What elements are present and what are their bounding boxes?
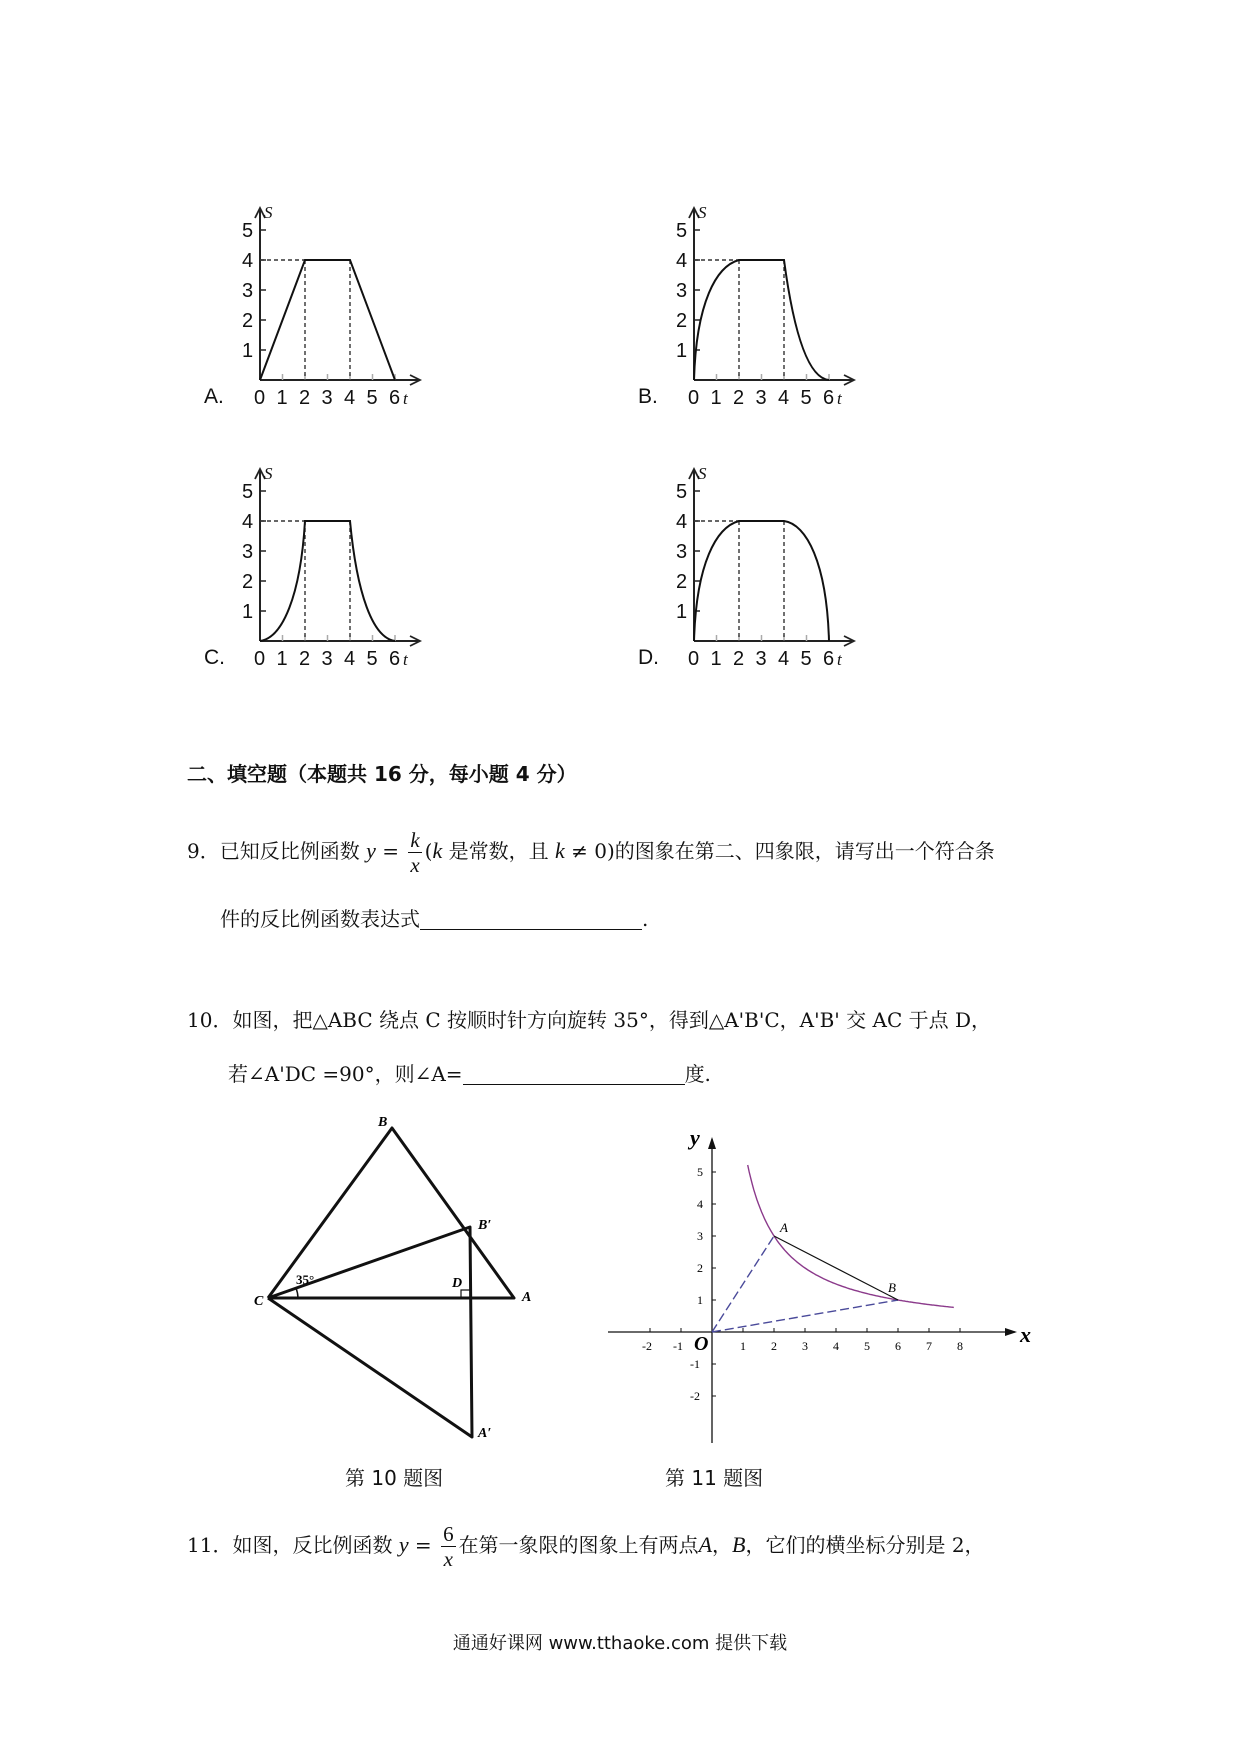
x-tick-label: 7	[926, 1339, 932, 1353]
figure-10-caption: 第 10 题图	[345, 1466, 444, 1490]
option-a-label: A.	[204, 385, 224, 408]
x-tick-label: 4	[778, 648, 790, 670]
x-tick-label: 4	[833, 1339, 839, 1353]
graph-curve	[260, 521, 395, 641]
x-tick-label: 2	[733, 387, 745, 409]
x-tick-label: 6	[823, 387, 835, 409]
option-c-label: C.	[204, 646, 225, 669]
q11-fraction	[441, 1522, 456, 1571]
x-tick-label: 2	[733, 648, 745, 670]
y-tick-label: 2	[242, 571, 254, 593]
label-d: D	[452, 1276, 463, 1291]
x-tick-label: 5	[366, 387, 378, 409]
y-axis-label: y	[690, 1125, 700, 1150]
q10-line2-b: 度.	[684, 1062, 711, 1086]
x-axis-label: t	[403, 389, 408, 408]
q9-neq: ≠ 0	[564, 839, 607, 864]
y-tick-label: 3	[242, 280, 254, 302]
x-tick-label: 5	[800, 648, 812, 670]
y-tick-label: -1	[690, 1357, 700, 1371]
question-9-line2	[220, 907, 648, 931]
x-tick-label: 3	[755, 648, 767, 670]
q9-number: 9．	[187, 839, 220, 864]
q11-sep: ，	[712, 1533, 733, 1558]
x-tick-label: 6	[389, 648, 401, 670]
q9-text-c: )的图象在第二、四象限，请写出一个符合条	[606, 839, 995, 864]
y-tick-label: 4	[242, 250, 254, 272]
label-c: C	[254, 1294, 264, 1309]
x-tick-label: 5	[366, 648, 378, 670]
figure-11-caption: 第 11 题图	[665, 1466, 764, 1490]
q9-k2: k	[554, 838, 565, 864]
y-tick-label: 5	[676, 481, 688, 503]
y-axis-label: S	[698, 464, 707, 483]
question-9-line1	[187, 828, 995, 877]
graph-curve	[260, 260, 395, 380]
option-c-graph	[240, 461, 430, 671]
q11-text-c: ，它们的横坐标分别是 2，	[745, 1533, 985, 1558]
q10-answer-blank[interactable]	[463, 1064, 685, 1085]
question-11-line1	[187, 1522, 985, 1571]
q9-fraction-numerator: k	[410, 828, 420, 852]
y-tick-label: 2	[242, 310, 254, 332]
x-tick-label: 6	[823, 648, 835, 670]
segment-ab	[774, 1236, 898, 1300]
y-tick-label: 5	[242, 481, 254, 503]
q9-answer-blank[interactable]	[420, 909, 642, 930]
x-tick-label: 4	[344, 387, 356, 409]
y-tick-label: 1	[242, 601, 254, 623]
point-b-label: B	[888, 1280, 896, 1295]
angle-label: 35°	[296, 1272, 315, 1287]
y-tick-label: 2	[697, 1261, 703, 1275]
q11-number: 11．	[187, 1533, 233, 1558]
x-axis-label: t	[403, 650, 408, 669]
question-10-line1: 10．如图，把△ABC 绕点 C 按顺时针方向旋转 35°，得到△A'B'C，A'B' 交 AC 于点 D，	[187, 1008, 991, 1032]
option-d-label: D.	[638, 646, 659, 669]
x-tick-label: 1	[710, 387, 722, 409]
graph-curve	[694, 260, 829, 380]
hyperbola-curve	[748, 1165, 954, 1307]
q11-point-b: B	[732, 1532, 746, 1558]
q9-y: y	[366, 838, 376, 864]
y-tick-label: 1	[697, 1293, 703, 1307]
x-tick-label: 6	[389, 387, 401, 409]
x-axis-label: t	[837, 389, 842, 408]
x-tick-label: 4	[344, 648, 356, 670]
y-tick-label: 2	[676, 310, 688, 332]
q11-eq: =	[408, 1533, 439, 1558]
y-tick-label: 5	[676, 220, 688, 242]
x-tick-label: 2	[299, 387, 311, 409]
x-tick-label: 2	[299, 648, 311, 670]
figure-10	[240, 1110, 560, 1450]
x-tick-label: 0	[688, 387, 700, 409]
y-tick-label: -2	[690, 1389, 700, 1403]
q9-line2: 件的反比例函数表达式	[220, 907, 420, 931]
x-tick-label: 6	[895, 1339, 901, 1353]
q10-line2-a: 若∠A'DC =90°，则∠A=	[228, 1062, 463, 1086]
y-tick-label: 4	[676, 511, 688, 533]
y-tick-label: 3	[697, 1229, 703, 1243]
y-tick-label: 4	[676, 250, 688, 272]
x-tick-label: 2	[771, 1339, 777, 1353]
x-tick-label: 3	[321, 387, 333, 409]
y-tick-label: 4	[697, 1197, 703, 1211]
point-a-label: A	[780, 1220, 788, 1235]
label-b: B	[378, 1115, 388, 1130]
y-axis-label: S	[698, 203, 707, 222]
page-footer: 通通好课网 www.tthaoke.com 提供下载	[452, 1633, 788, 1654]
q11-y: y	[398, 1532, 409, 1558]
q9-text-b: 是常数，且	[442, 839, 555, 864]
label-a-prime: A′	[478, 1426, 492, 1441]
x-axis-arrow	[1005, 1328, 1017, 1336]
x-tick-label: 0	[688, 648, 700, 670]
q11-point-a: A	[698, 1532, 713, 1558]
label-b-prime: B′	[478, 1218, 492, 1233]
section-title: 二、填空题（本题共 16 分，每小题 4 分）	[187, 762, 577, 786]
q9-paren: (	[424, 839, 433, 864]
y-tick-label: 1	[676, 601, 688, 623]
q11-text-a: 如图，反比例函数	[232, 1533, 393, 1558]
x-axis-label: t	[837, 650, 842, 669]
x-tick-label: 5	[800, 387, 812, 409]
y-tick-label: 2	[676, 571, 688, 593]
option-b-label: B.	[638, 385, 658, 408]
x-tick-label: 8	[957, 1339, 963, 1353]
question-10-line2	[228, 1062, 711, 1086]
x-tick-label: 3	[755, 387, 767, 409]
x-tick-label: 4	[778, 387, 790, 409]
x-tick-label: -1	[673, 1339, 683, 1353]
y-axis-label: S	[264, 464, 273, 483]
q9-end: .	[642, 907, 649, 931]
x-tick-label: -2	[642, 1339, 652, 1353]
x-axis-label: x	[1020, 1322, 1031, 1347]
y-tick-label: 5	[242, 220, 254, 242]
q9-fraction-denominator: x	[410, 853, 420, 878]
x-tick-label: 0	[254, 648, 266, 670]
option-b-graph	[674, 200, 864, 410]
x-tick-label: 1	[276, 387, 288, 409]
segment-oa	[712, 1236, 774, 1332]
x-tick-label: 1	[276, 648, 288, 670]
y-tick-label: 1	[242, 340, 254, 362]
option-d-graph	[674, 461, 864, 671]
y-axis-arrow	[708, 1137, 716, 1149]
y-tick-label: 3	[242, 541, 254, 563]
option-a-graph	[240, 200, 430, 410]
q9-eq: =	[375, 839, 406, 864]
q9-fraction	[408, 828, 421, 877]
x-tick-label: 3	[321, 648, 333, 670]
q11-fraction-denominator: x	[443, 1547, 453, 1572]
q9-text-a: 已知反比例函数	[219, 839, 360, 864]
y-tick-label: 1	[676, 340, 688, 362]
label-a: A	[522, 1290, 532, 1305]
y-axis-label: S	[264, 203, 273, 222]
y-tick-label: 5	[697, 1165, 703, 1179]
q11-text-b: 在第一象限的图象上有两点	[458, 1533, 699, 1558]
x-tick-label: 0	[254, 387, 266, 409]
q11-fraction-numerator: 6	[443, 1522, 454, 1546]
origin-label: O	[694, 1333, 709, 1355]
graph-curve	[694, 521, 829, 641]
y-tick-label: 3	[676, 280, 688, 302]
x-tick-label: 5	[864, 1339, 870, 1353]
x-tick-label: 1	[710, 648, 722, 670]
y-tick-label: 4	[242, 511, 254, 533]
x-tick-label: 1	[740, 1339, 746, 1353]
segment-ob	[712, 1300, 898, 1332]
figure-11	[600, 1125, 1040, 1455]
q9-k1: k	[432, 838, 443, 864]
x-tick-label: 3	[802, 1339, 808, 1353]
y-tick-label: 3	[676, 541, 688, 563]
